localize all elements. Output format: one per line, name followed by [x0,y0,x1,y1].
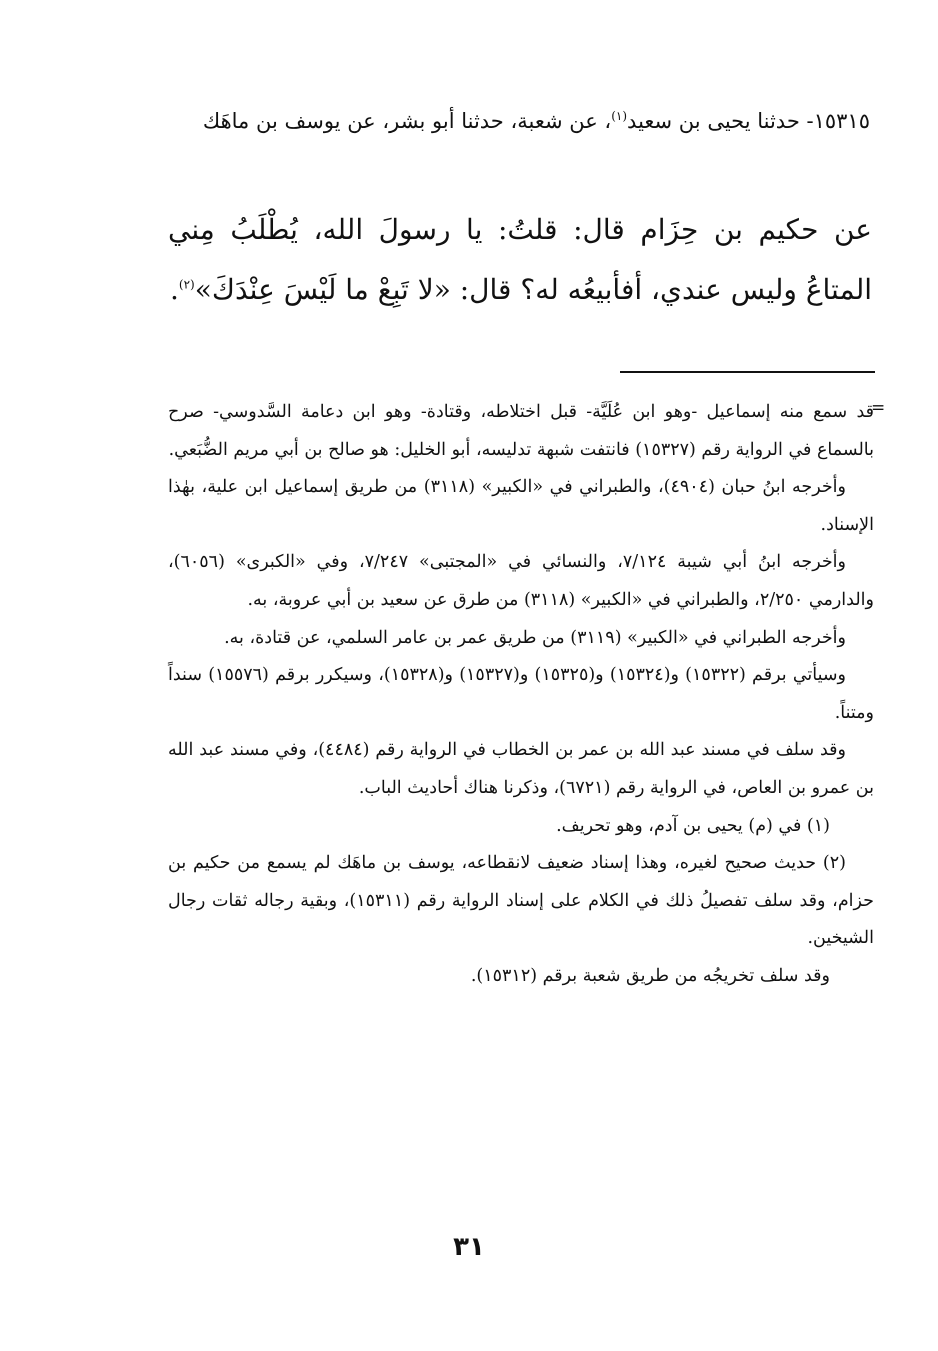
footnote-paragraph: وسيأتي برقم (١٥٣٢٢) و(١٥٣٢٤) و(١٥٣٢٥) و(١٥٣٢٧) و(١٥٣٢٨)، وسيكرر برقم (١٥٥٧٦) سنداً ومتناً. [168,665,874,723]
continuation-mark: = [871,398,886,418]
footnote-2: (٢) حديث صحيح لغيره، وهذا إسناد ضعيف لانقطاعه، يوسف بن ماهَك لم يسمع من حكيم بن حزام، وقد سلف تفصيلُ ذلك في الكلام على إسناد الرواية رقم (١٥٣١١)، وبقية رجاله ثقات رجال الشيخين. [168,853,874,949]
footnote-separator [620,371,875,373]
hadith-matn-end: . [170,273,179,306]
hadith-isnad-rest: ، عن شعبة، حدثنا أبو بشر، عن يوسف بن ماهَك [202,109,612,133]
footnote-paragraph: قد سمع منه إسماعيل -وهو ابن عُلَيَّة- قبل اختلاطه، وقتادة- وهو ابن دعامة السَّدوسي- صرح بالسماع في الرواية رقم (١٥٣٢٧) فانتفت شبهة تدليسه، أبو الخليل: هو صالح بن أبي مريم الضُّبَعي. [168,402,874,460]
footnote-paragraph: وأخرجه الطبراني في «الكبير» (٣١١٩) من طريق عمر بن عامر السلمي، عن قتادة، به. [224,627,846,648]
hadith-matn-text: عن حكيم بن حِزَام قال: قلتُ: يا رسولَ الله، يُطْلَبُ مِني المتاعُ وليس عندي، أفأبيعُه له؟ قال: «لا تَبِعْ ما لَيْسَ عِنْدَكَ» [168,213,872,306]
hadith-isnad [168,98,870,144]
page-number: ٣١ [453,1232,485,1262]
footnote-2-continuation: وقد سلف تخريجُه من طريق شعبة برقم (١٥٣١٢). [470,965,830,986]
hadith-matn [168,200,872,320]
footnote-ref-1: (١) [611,109,628,123]
footnote-ref-2: (٢) [178,277,195,292]
hadith-isnad-start: ١٥٣١٥- حدثنا يحيى بن سعيد [627,109,870,133]
footnotes-block [168,394,874,996]
footnote-paragraph: وأخرجه ابنُ أبي شيبة ٧/١٢٤، والنسائي في «المجتبى» ٧/٢٤٧، وفي «الكبرى» (٦٠٥٦)، والدارمي ٢/٢٥٠، والطبراني في «الكبير» (٣١١٨) من طرق عن سعيد بن أبي عروبة، به. [168,552,874,610]
footnote-paragraph: وقد سلف في مسند عبد الله بن عمر بن الخطاب في الرواية رقم (٤٤٨٤)، وفي مسند عبد الله بن عمرو بن العاص، في الرواية رقم (٦٧٢١)، وذكرنا هناك أحاديث الباب. [168,740,874,798]
footnote-paragraph: وأخرجه ابنُ حبان (٤٩٠٤)، والطبراني في «الكبير» (٣١١٨) من طريق إسماعيل ابن علية، بهٰذا الإسناد. [168,477,874,535]
footnote-1: (١) في (م) يحيى بن آدم، وهو تحريف. [556,815,830,836]
